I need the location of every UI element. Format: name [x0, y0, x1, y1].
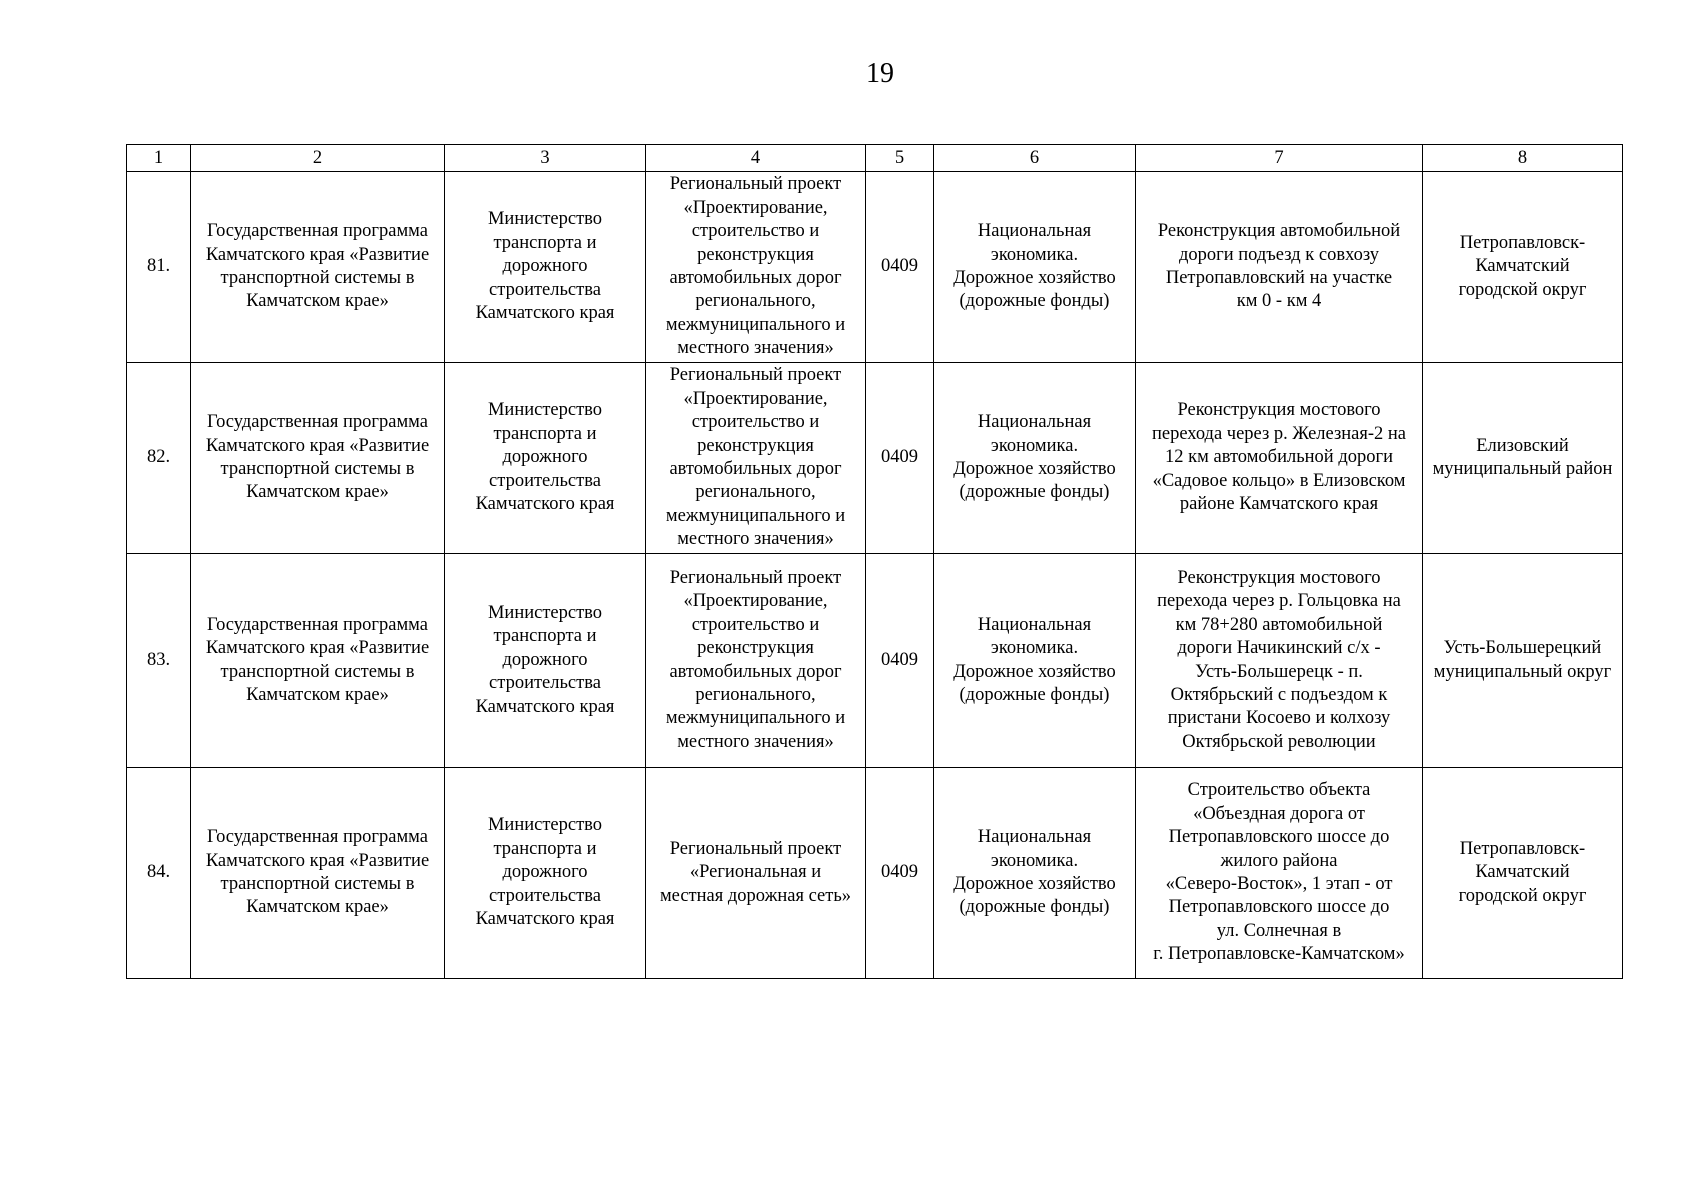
- header-cell-8: 8: [1423, 145, 1623, 172]
- program-cell: Государственная программа Камчатского края «Развитие транспортной системы в Камчатском крае»: [191, 768, 445, 979]
- program-cell: Государственная программа Камчатского края «Развитие транспортной системы в Камчатском крае»: [191, 172, 445, 363]
- header-cell-1: 1: [127, 145, 191, 172]
- table-row: [127, 363, 1623, 554]
- header-cell-5: 5: [866, 145, 934, 172]
- ministry-cell: Министерство транспорта и дорожного строительства Камчатского края: [445, 363, 646, 554]
- header-cell-3: 3: [445, 145, 646, 172]
- header-cell-4: 4: [646, 145, 866, 172]
- object-cell: Строительство объекта «Объездная дорога от Петропавловского шоссе до жилого района «Северо-Восток», 1 этап - от Петропавловского шоссе до ул. Солнечная в г. Петропавловске-Камчатском»: [1136, 768, 1423, 979]
- project-cell: Региональный проект «Проектирование, строительство и реконструкция автомобильных дорог регионального, межмуниципального и местного значения»: [646, 172, 866, 363]
- object-cell: Реконструкция мостового перехода через р. Железная-2 на 12 км автомобильной дороги «Садовое кольцо» в Елизовском районе Камчатского края: [1136, 363, 1423, 554]
- ministry-cell: Министерство транспорта и дорожного строительства Камчатского края: [445, 554, 646, 768]
- municipality-cell: Усть-Большерецкий муниципальный округ: [1423, 554, 1623, 768]
- table-row: [127, 172, 1623, 363]
- table-row: [127, 768, 1623, 979]
- code-cell: 0409: [866, 554, 934, 768]
- municipality-cell: Петропавловск- Камчатский городской округ: [1423, 768, 1623, 979]
- page-number: 19: [866, 58, 894, 89]
- ministry-cell: Министерство транспорта и дорожного строительства Камчатского края: [445, 172, 646, 363]
- code-cell: 0409: [866, 172, 934, 363]
- row-number-cell: 82.: [127, 363, 191, 554]
- object-cell: Реконструкция автомобильной дороги подъезд к совхозу Петропавловский на участке км 0 - км 4: [1136, 172, 1423, 363]
- table-header-row: [127, 145, 1623, 172]
- section-cell: Национальная экономика. Дорожное хозяйство (дорожные фонды): [934, 554, 1136, 768]
- code-cell: 0409: [866, 363, 934, 554]
- header-cell-2: 2: [191, 145, 445, 172]
- section-cell: Национальная экономика. Дорожное хозяйство (дорожные фонды): [934, 768, 1136, 979]
- program-cell: Государственная программа Камчатского края «Развитие транспортной системы в Камчатском крае»: [191, 554, 445, 768]
- program-cell: Государственная программа Камчатского края «Развитие транспортной системы в Камчатском крае»: [191, 363, 445, 554]
- section-cell: Национальная экономика. Дорожное хозяйство (дорожные фонды): [934, 172, 1136, 363]
- project-cell: Региональный проект «Проектирование, строительство и реконструкция автомобильных дорог регионального, межмуниципального и местного значения»: [646, 554, 866, 768]
- project-cell: Региональный проект «Региональная и местная дорожная сеть»: [646, 768, 866, 979]
- ministry-cell: Министерство транспорта и дорожного строительства Камчатского края: [445, 768, 646, 979]
- object-cell: Реконструкция мостового перехода через р. Гольцовка на км 78+280 автомобильной дороги Начикинский с/х - Усть-Большерецк - п. Октябрьский с подъездом к пристани Косоево и колхозу Октябрьской революции: [1136, 554, 1423, 768]
- header-cell-7: 7: [1136, 145, 1423, 172]
- row-number-cell: 84.: [127, 768, 191, 979]
- row-number-cell: 83.: [127, 554, 191, 768]
- code-cell: 0409: [866, 768, 934, 979]
- header-cell-6: 6: [934, 145, 1136, 172]
- municipality-cell: Петропавловск- Камчатский городской округ: [1423, 172, 1623, 363]
- table-row: [127, 554, 1623, 768]
- row-number-cell: 81.: [127, 172, 191, 363]
- projects-table: [126, 144, 1623, 979]
- project-cell: Региональный проект «Проектирование, строительство и реконструкция автомобильных дорог регионального, межмуниципального и местного значения»: [646, 363, 866, 554]
- municipality-cell: Елизовский муниципальный район: [1423, 363, 1623, 554]
- section-cell: Национальная экономика. Дорожное хозяйство (дорожные фонды): [934, 363, 1136, 554]
